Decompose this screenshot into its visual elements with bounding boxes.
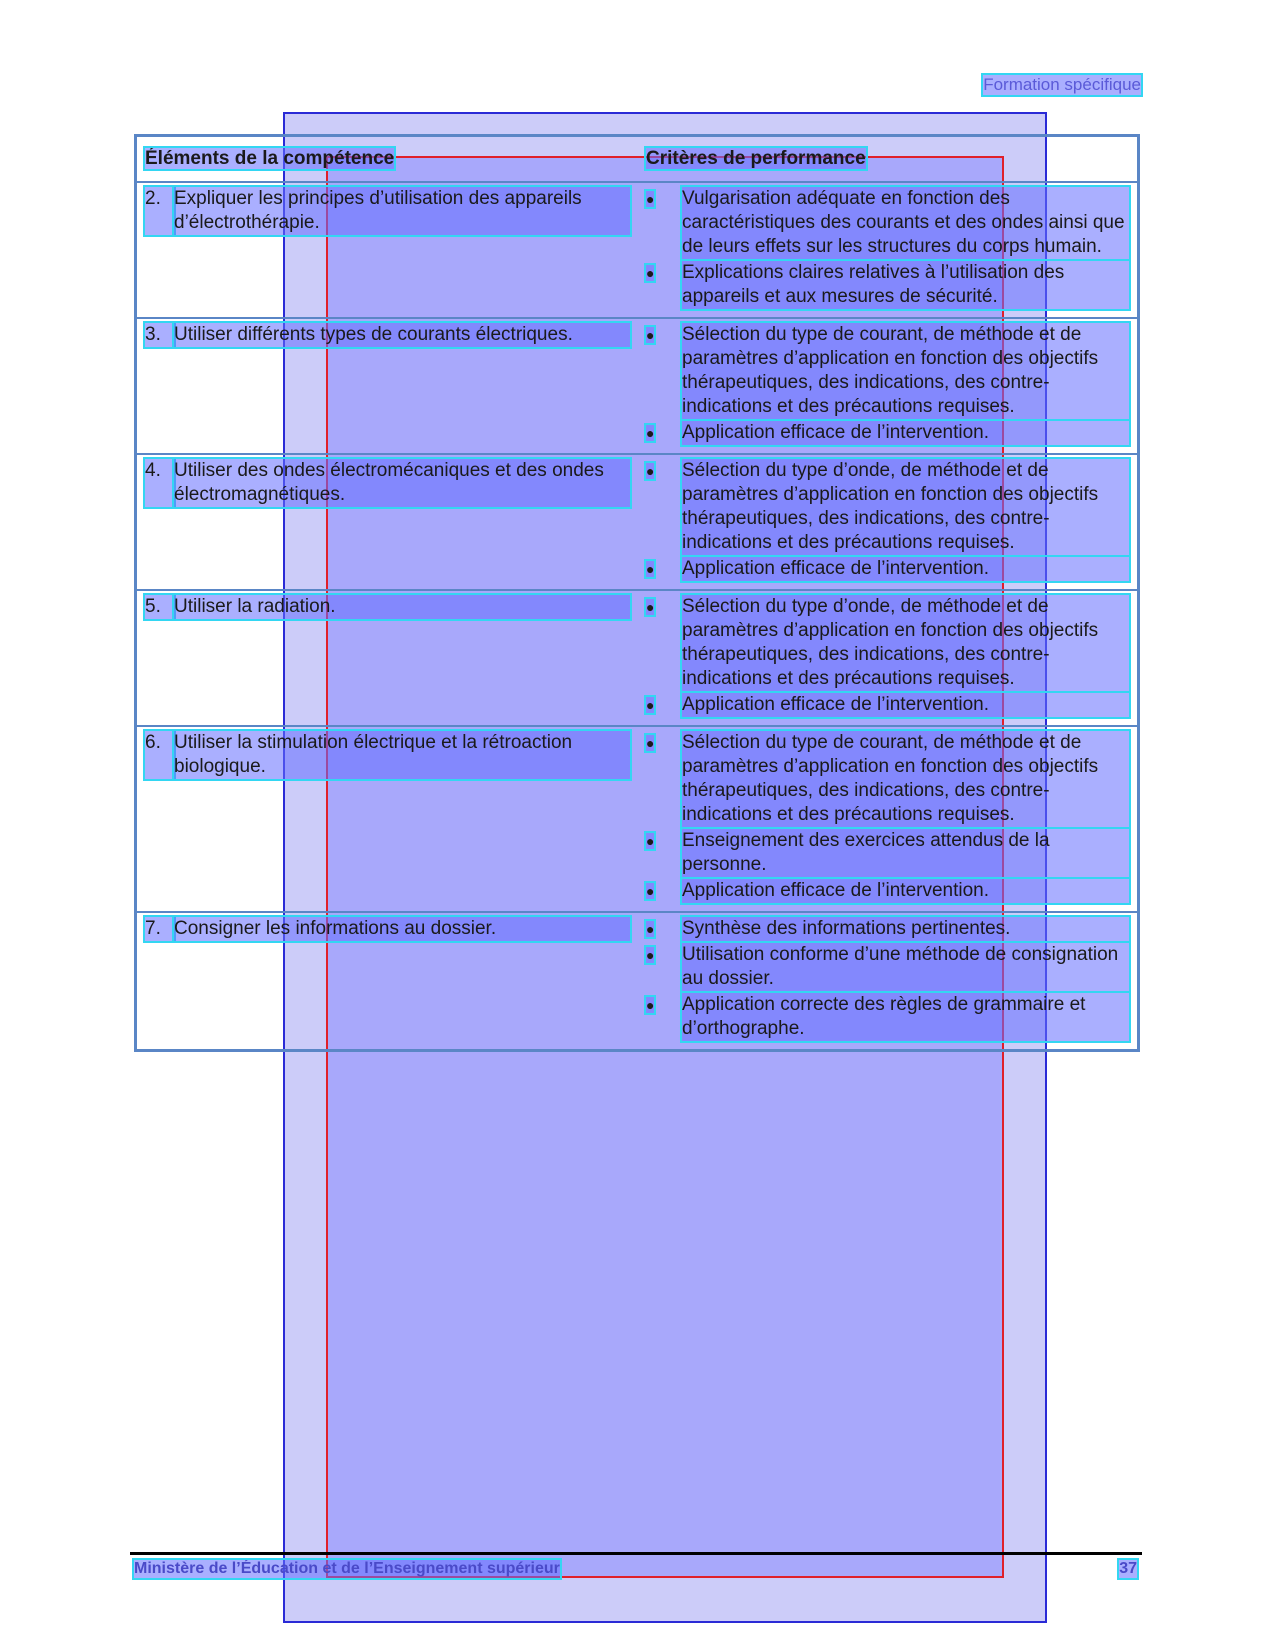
page-number: 37 xyxy=(1119,1560,1137,1577)
element-cell xyxy=(136,726,639,912)
criteria-list xyxy=(646,187,1129,309)
element-text: Utiliser des ondes électromécaniques et des ondes électromagnétiques. xyxy=(174,459,630,507)
footer-rule xyxy=(130,1552,1142,1555)
criterion-item xyxy=(646,187,1129,259)
criterion-text: Vulgarisation adéquate en fonction des caractéristiques des courants et des ondes ainsi que de leurs effets sur les structures du corps humain. xyxy=(682,187,1129,259)
element-text: Utiliser la stimulation électrique et la rétroaction biologique. xyxy=(174,731,630,779)
table-row xyxy=(136,590,1139,726)
table-body xyxy=(136,182,1139,1051)
criterion-text: Utilisation conforme d’une méthode de consignation au dossier. xyxy=(682,943,1129,991)
criterion-item xyxy=(646,731,1129,827)
element-cell xyxy=(136,318,639,454)
footer-ministry: Ministère de l’Éducation et de l’Enseignement supérieur xyxy=(134,1560,560,1577)
criteria-list xyxy=(646,917,1129,1041)
criterion-item xyxy=(646,261,1129,309)
element-cell xyxy=(136,182,639,318)
criterion-item xyxy=(646,693,1129,717)
competence-table xyxy=(134,134,1140,1052)
element-number: 4. xyxy=(145,459,174,507)
element-cell xyxy=(136,454,639,590)
criteria-cell xyxy=(638,912,1139,1051)
criteria-list xyxy=(646,323,1129,445)
element-cell xyxy=(136,590,639,726)
criterion-text: Application efficace de l’intervention. xyxy=(682,879,1129,903)
criteria-list xyxy=(646,731,1129,903)
criterion-text: Application efficace de l’intervention. xyxy=(682,421,1129,445)
criterion-text: Explications claires relatives à l’utilisation des appareils et aux mesures de sécurité. xyxy=(682,261,1129,309)
criterion-item xyxy=(646,829,1129,877)
criterion-text: Application efficace de l’intervention. xyxy=(682,557,1129,581)
criterion-text: Application efficace de l’intervention. xyxy=(682,693,1129,717)
bullet-icon: ● xyxy=(646,327,655,343)
bullet-icon: ● xyxy=(646,425,655,441)
criterion-item xyxy=(646,595,1129,691)
criterion-text: Sélection du type d’onde, de méthode et de paramètres d’application en fonction des objectifs thérapeutiques, des indications, des contre-indications et des précautions requises. xyxy=(682,595,1129,691)
criterion-text: Synthèse des informations pertinentes. xyxy=(682,917,1129,941)
element-text: Expliquer les principes d’utilisation des appareils d’électrothérapie. xyxy=(174,187,630,235)
element-text: Consigner les informations au dossier. xyxy=(174,917,630,941)
bullet-icon: ● xyxy=(646,191,655,207)
criteria-cell xyxy=(638,590,1139,726)
table-header-row xyxy=(136,136,1139,183)
criterion-text: Sélection du type de courant, de méthode et de paramètres d’application en fonction des objectifs thérapeutiques, des indications, des contre-indications et des précautions requises. xyxy=(682,731,1129,827)
col-header-elements: Éléments de la compétence xyxy=(136,136,639,183)
element-text: Utiliser la radiation. xyxy=(174,595,630,619)
table-row xyxy=(136,182,1139,318)
bullet-icon: ● xyxy=(646,735,655,751)
criterion-item xyxy=(646,917,1129,941)
criterion-text: Application correcte des règles de grammaire et d’orthographe. xyxy=(682,993,1129,1041)
criterion-item xyxy=(646,993,1129,1041)
running-header: Formation spécifique xyxy=(983,75,1141,94)
criterion-item xyxy=(646,879,1129,903)
col-header-criteria: Critères de performance xyxy=(638,136,1139,183)
criteria-cell xyxy=(638,454,1139,590)
criterion-item xyxy=(646,557,1129,581)
bullet-icon: ● xyxy=(646,883,655,899)
element-text: Utiliser différents types de courants électriques. xyxy=(174,323,630,347)
criterion-item xyxy=(646,459,1129,555)
bullet-icon: ● xyxy=(646,599,655,615)
bullet-icon: ● xyxy=(646,997,655,1013)
element-number: 2. xyxy=(145,187,174,235)
criterion-item xyxy=(646,323,1129,419)
criteria-cell xyxy=(638,318,1139,454)
criterion-item xyxy=(646,421,1129,445)
table-row xyxy=(136,454,1139,590)
bullet-icon: ● xyxy=(646,463,655,479)
bullet-icon: ● xyxy=(646,921,655,937)
criteria-list xyxy=(646,595,1129,717)
element-number: 3. xyxy=(145,323,174,347)
criterion-text: Enseignement des exercices attendus de la personne. xyxy=(682,829,1129,877)
element-number: 7. xyxy=(145,917,174,941)
table-row xyxy=(136,726,1139,912)
element-number: 5. xyxy=(145,595,174,619)
element-cell xyxy=(136,912,639,1051)
criterion-text: Sélection du type de courant, de méthode et de paramètres d’application en fonction des objectifs thérapeutiques, des indications, des contre-indications et des précautions requises. xyxy=(682,323,1129,419)
bullet-icon: ● xyxy=(646,561,655,577)
element-number: 6. xyxy=(145,731,174,779)
bullet-icon: ● xyxy=(646,947,655,963)
criterion-text: Sélection du type d’onde, de méthode et de paramètres d’application en fonction des objectifs thérapeutiques, des indications, des contre-indications et des précautions requises. xyxy=(682,459,1129,555)
criterion-item xyxy=(646,943,1129,991)
criteria-cell xyxy=(638,182,1139,318)
criteria-cell xyxy=(638,726,1139,912)
bullet-icon: ● xyxy=(646,265,655,281)
table-row xyxy=(136,318,1139,454)
table-row xyxy=(136,912,1139,1051)
criteria-list xyxy=(646,459,1129,581)
bullet-icon: ● xyxy=(646,833,655,849)
bullet-icon: ● xyxy=(646,697,655,713)
